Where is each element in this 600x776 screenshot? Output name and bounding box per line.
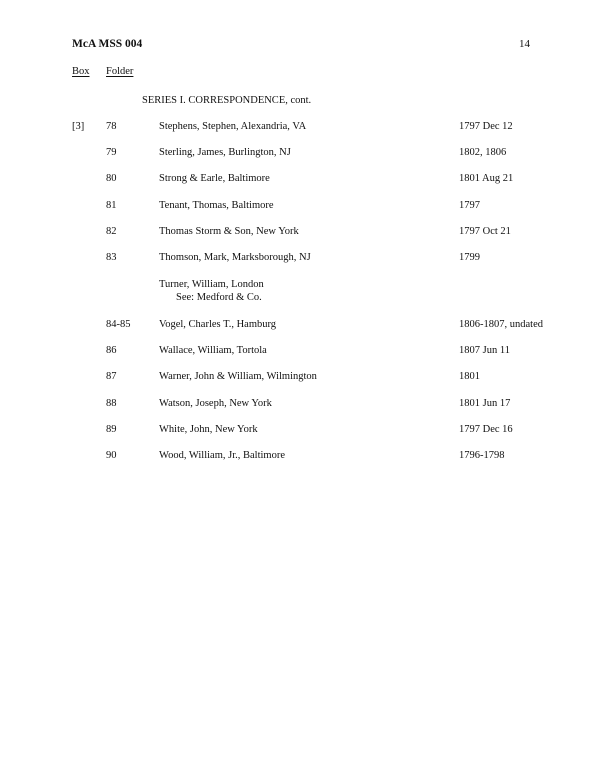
entry-name: Thomson, Mark, Marksborough, NJ (159, 252, 311, 263)
entry-row (0, 398, 600, 418)
entry-date: 1802, 1806 (459, 147, 507, 158)
entry-date: 1796-1798 (459, 450, 505, 461)
entry-row (0, 200, 600, 220)
entry-row (0, 345, 600, 365)
entry-row (0, 319, 600, 339)
entry-name: Stephens, Stephen, Alexandria, VA (159, 121, 307, 132)
entry-name: White, John, New York (159, 424, 258, 435)
entry-date: 1801 (459, 371, 480, 382)
entry-folder: 80 (106, 173, 117, 184)
column-header-folder: Folder (106, 66, 134, 77)
page-number: 14 (519, 38, 530, 50)
entry-date: 1797 Dec 16 (459, 424, 513, 435)
entry-date: 1797 (459, 200, 480, 211)
entry-row (0, 173, 600, 193)
entry-box: [3] (72, 121, 85, 132)
entry-folder: 87 (106, 371, 117, 382)
entry-row (0, 121, 600, 141)
entry-row (0, 279, 600, 313)
entry-row (0, 252, 600, 272)
entry-name: Sterling, James, Burlington, NJ (159, 147, 291, 158)
entry-row (0, 226, 600, 246)
column-header-box: Box (72, 66, 90, 77)
entry-name: Tenant, Thomas, Baltimore (159, 200, 274, 211)
entry-row (0, 450, 600, 470)
entry-name: Vogel, Charles T., Hamburg (159, 319, 277, 330)
entry-name: Watson, Joseph, New York (159, 398, 272, 409)
entry-folder: 83 (106, 252, 117, 263)
entry-folder: 90 (106, 450, 117, 461)
entry-date: 1806-1807, undated (459, 319, 543, 330)
entry-name: Warner, John & William, Wilmington (159, 371, 317, 382)
entry-row (0, 147, 600, 167)
entry-name: Thomas Storm & Son, New York (159, 226, 299, 237)
entry-date: 1797 Oct 21 (459, 226, 511, 237)
entry-date: 1807 Jun 11 (459, 345, 510, 356)
entry-name: Turner, William, London (159, 279, 264, 290)
entry-folder: 88 (106, 398, 117, 409)
entry-see-reference: See: Medford & Co. (176, 292, 262, 303)
entry-date: 1797 Dec 12 (459, 121, 513, 132)
entry-row (0, 371, 600, 391)
collection-id: McA MSS 004 (72, 38, 143, 50)
entry-name: Wood, William, Jr., Baltimore (159, 450, 285, 461)
entry-folder: 89 (106, 424, 117, 435)
series-title: SERIES I. CORRESPONDENCE, cont. (142, 95, 312, 106)
entry-folder: 78 (106, 121, 117, 132)
entry-date: 1799 (459, 252, 480, 263)
entry-folder: 81 (106, 200, 117, 211)
entry-row (0, 424, 600, 444)
entry-name: Wallace, William, Tortola (159, 345, 267, 356)
entry-date: 1801 Aug 21 (459, 173, 514, 184)
entry-folder: 84-85 (106, 319, 131, 330)
entry-folder: 79 (106, 147, 117, 158)
entry-folder: 86 (106, 345, 117, 356)
entry-folder: 82 (106, 226, 117, 237)
entry-name: Strong & Earle, Baltimore (159, 173, 270, 184)
entry-date: 1801 Jun 17 (459, 398, 511, 409)
